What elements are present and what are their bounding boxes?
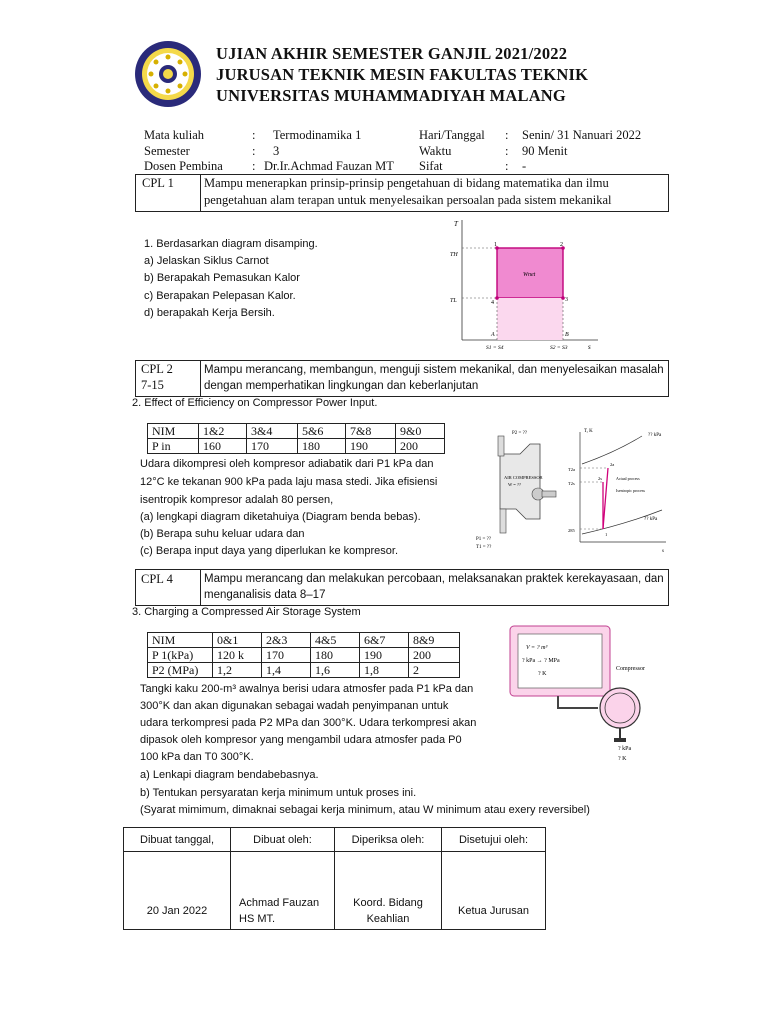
q2-paragraph-2: 12°C ke tekanan 900 kPa pada laju masa stedi. Jika efisiensi — [140, 476, 438, 488]
tank-temperature: ? K — [538, 671, 547, 677]
q2-paragraph-1: Udara dikompresi oleh kompresor adiabatik dari P1 kPa dan — [140, 458, 434, 470]
ts-point-2: 2 — [560, 242, 563, 248]
q2-b: (b) Berapa suhu keluar udara dan — [140, 528, 305, 540]
inlet-temperature: ? K — [618, 756, 627, 762]
cpl1-label: CPL 1 — [142, 176, 174, 190]
sig-header-made-by: Dibuat oleh: — [231, 828, 335, 852]
colon: : — [252, 144, 256, 158]
q3-c: (Syarat mimimum, dimaknai sebagai kerja minimum, atau W minimum atau exery reversibel) — [140, 804, 590, 816]
ts2-t2a: T2a — [568, 467, 575, 472]
colon: : — [505, 128, 509, 142]
table-cell: P in — [148, 439, 199, 454]
hari-value: Senin/ 31 Nanuari 2022 — [522, 128, 642, 142]
cpl1-text: Mampu menerapkan prinsip-prinsip pengetahuan di bidang matematika dan ilmu pengetahuan alam terapan untuk menyelesaikan persoalan pada sistem mekanikal — [204, 176, 612, 207]
q2-table — [147, 423, 445, 454]
table-cell: 6&7 — [360, 633, 409, 648]
q3-paragraph-4: dipasok oleh kompresor yang mengambil udara atmosfer pada P0 — [140, 734, 462, 746]
table-cell: 1&2 — [199, 424, 247, 439]
table-cell: 160 — [199, 439, 247, 454]
q3-paragraph-5: 100 kPa dan T0 300°K. — [140, 751, 254, 763]
table-cell: 7&8 — [346, 424, 396, 439]
dosen-value: Dr.Ir.Achmad Fauzan MT — [264, 159, 394, 173]
sig-checked-line1: Koord. Bidang — [353, 897, 423, 909]
waktu-value: 90 Menit — [522, 144, 568, 158]
table-cell: 0&1 — [213, 633, 262, 648]
q2-c: (c) Berapa input daya yang diperlukan ke kompresor. — [140, 545, 399, 557]
compressor-name: AIR COMPRESSOR — [504, 475, 543, 480]
sifat-label: Sifat — [419, 159, 443, 173]
q2-paragraph-3: isentropik kompresor adalah 80 persen, — [140, 494, 334, 506]
cpl2-label: CPL 2 — [141, 362, 173, 376]
hari-label: Hari/Tanggal — [419, 128, 485, 142]
table-cell: 190 — [360, 648, 409, 663]
q3-paragraph-3: udara terkompresi pada P2 MPa dan 300°K. Udara terkompresi akan — [140, 717, 477, 729]
compressor-w: W = ?? — [508, 482, 521, 487]
sig-header-approved-by: Disetujui oleh: — [442, 828, 546, 852]
sig-checked-line2: Keahlian — [366, 913, 410, 925]
table-cell: 120 k — [213, 648, 262, 663]
table-cell: 4&5 — [311, 633, 360, 648]
inlet-pressure: ? kPa — [618, 746, 632, 752]
colon: : — [252, 159, 256, 173]
cpl2-sublabel: 7-15 — [141, 378, 164, 392]
university-title: UNIVERSITAS MUHAMMADIYAH MALANG — [216, 86, 566, 105]
ts2-kpa-top: ?? kPa — [648, 433, 662, 438]
table-cell: 5&6 — [298, 424, 346, 439]
ts2-actual-label: Actual process — [616, 476, 640, 481]
ts2-t2s: T2s — [568, 481, 575, 486]
table-cell: 1,2 — [213, 663, 262, 678]
sig-date-value: 20 Jan 2022 — [124, 852, 231, 930]
q3-paragraph-1: Tangki kaku 200-m³ awalnya berisi udara atmosfer pada P1 kPa dan — [140, 683, 474, 695]
ts-s1-label: S1 = S4 — [486, 345, 504, 351]
q2-a: (a) lengkapi diagram diketahuiya (Diagram benda bebas). — [140, 511, 421, 523]
q3-table — [147, 632, 460, 678]
sig-made-by-line1: Achmad Fauzan — [239, 897, 320, 909]
q2-title: 2. Effect of Efficiency on Compressor Power Input. — [132, 397, 378, 409]
table-cell: 1,6 — [311, 663, 360, 678]
ts2-isentropic-label: Isentropic process — [616, 488, 645, 493]
sig-header-checked-by: Diperiksa oleh: — [335, 828, 442, 852]
tank-pressure: ? kPa → ? MPa — [522, 658, 560, 664]
dosen-label: Dosen Pembina — [144, 159, 223, 173]
semester-value: 3 — [273, 144, 280, 158]
waktu-label: Waktu — [419, 144, 452, 158]
table-cell: 170 — [247, 439, 298, 454]
table-cell: 2 — [409, 663, 460, 678]
cpl4-label: CPL 4 — [141, 572, 173, 586]
table-cell: 180 — [298, 439, 346, 454]
ts-tl-label: TL — [450, 298, 457, 304]
cpl2-text: Mampu merancang, membangun, menguji sistem mekanikal, dan menyelesaikan masalah dengan memperhatikan lingkungan dan keberlanjutan — [204, 364, 664, 392]
exam-title: UJIAN AKHIR SEMESTER GANJIL 2021/2022 — [216, 44, 568, 63]
table-cell: 1,8 — [360, 663, 409, 678]
ts2-s-label: s — [662, 549, 664, 554]
ts2-kpa-bottom: ?? kPa — [644, 517, 658, 522]
q3-paragraph-2: 300°K dan akan digunakan sebagai wadah penyimpanan untuk — [140, 700, 449, 712]
university-seal — [134, 40, 202, 108]
q3-a: a) Lenkapi diagram bendabebasnya. — [140, 769, 319, 781]
q3-title: 3. Charging a Compressed Air Storage System — [132, 606, 361, 618]
colon: : — [505, 144, 509, 158]
compressor-t1: T1 = ?? — [476, 545, 492, 550]
table-cell: 1,4 — [262, 663, 311, 678]
ts2-point-2s: 2s — [598, 476, 603, 481]
sig-made-by-line2: HS MT. — [239, 913, 276, 925]
q3-b: b) Tentukan persyaratan kerja minimum untuk proses ini. — [140, 787, 417, 799]
sig-checked-by-value — [335, 852, 442, 930]
sig-header-date: Dibuat tanggal, — [124, 828, 231, 852]
sig-made-by-value — [231, 852, 335, 930]
mata-kuliah-value: Termodinamika 1 — [273, 128, 362, 142]
table-cell: 170 — [262, 648, 311, 663]
ts-diagram — [448, 218, 608, 356]
table-cell: P 1(kPa) — [148, 648, 213, 663]
tank-volume: V = ? m³ — [526, 645, 548, 651]
table-cell: 9&0 — [396, 424, 445, 439]
table-cell: 190 — [346, 439, 396, 454]
q1-title: 1. Berdasarkan diagram disamping. — [144, 238, 318, 250]
colon: : — [252, 128, 256, 142]
semester-label: Semester — [144, 144, 190, 158]
colon: : — [505, 159, 509, 173]
department-title: JURUSAN TEKNIK MESIN FAKULTAS TEKNIK — [216, 65, 589, 84]
cpl4-text: Mampu merancang dan melakukan percobaan, melaksanakan praktek kerekayasaan, dan menganalisis data 8–17 — [204, 573, 664, 601]
q1-c: c) Berapakan Pelepasan Kalor. — [144, 290, 296, 302]
ts-point-4: 4 — [491, 300, 494, 306]
tank-figure — [508, 624, 668, 764]
q1-d: d) berapakah Kerja Bersih. — [144, 307, 275, 319]
compressor-p2: P2 = ?? — [512, 431, 528, 436]
ts-point-a: A — [491, 332, 495, 338]
compressor-figure — [476, 424, 672, 556]
table-cell: P2 (MPa) — [148, 663, 213, 678]
ts-point-1: 1 — [494, 242, 497, 248]
sifat-value: - — [522, 159, 527, 173]
signature-table — [123, 827, 546, 930]
ts-s-label: s — [588, 343, 591, 351]
table-cell: 3&4 — [247, 424, 298, 439]
mata-kuliah-label: Mata kuliah — [144, 128, 205, 142]
ts2-point-2a: 2a — [610, 462, 615, 467]
table-cell: NIM — [148, 633, 213, 648]
table-cell: 8&9 — [409, 633, 460, 648]
q1-b: b) Berapakah Pemasukan Kalor — [144, 272, 300, 284]
ts2-285: 285 — [568, 528, 575, 533]
ts-s2-label: S2 = S3 — [550, 345, 568, 351]
ts-t-label: T — [454, 220, 458, 228]
compressor-p1: P1 = ?? — [476, 537, 492, 542]
q1-a: a) Jelaskan Siklus Carnot — [144, 255, 269, 267]
ts2-point-1: 1 — [605, 532, 608, 537]
ts-point-b: B — [565, 332, 569, 338]
table-cell: 200 — [396, 439, 445, 454]
table-cell: 2&3 — [262, 633, 311, 648]
ts-point-3: 3 — [565, 297, 568, 303]
compressor-label: Compressor — [616, 666, 645, 672]
ts-wnet-label: Wnet — [523, 272, 536, 278]
table-cell: NIM — [148, 424, 199, 439]
table-cell: 200 — [409, 648, 460, 663]
table-cell: 180 — [311, 648, 360, 663]
ts2-t-label: T, K — [584, 429, 593, 434]
ts-th-label: TH — [450, 252, 458, 258]
sig-approved-by-value: Ketua Jurusan — [442, 852, 546, 930]
